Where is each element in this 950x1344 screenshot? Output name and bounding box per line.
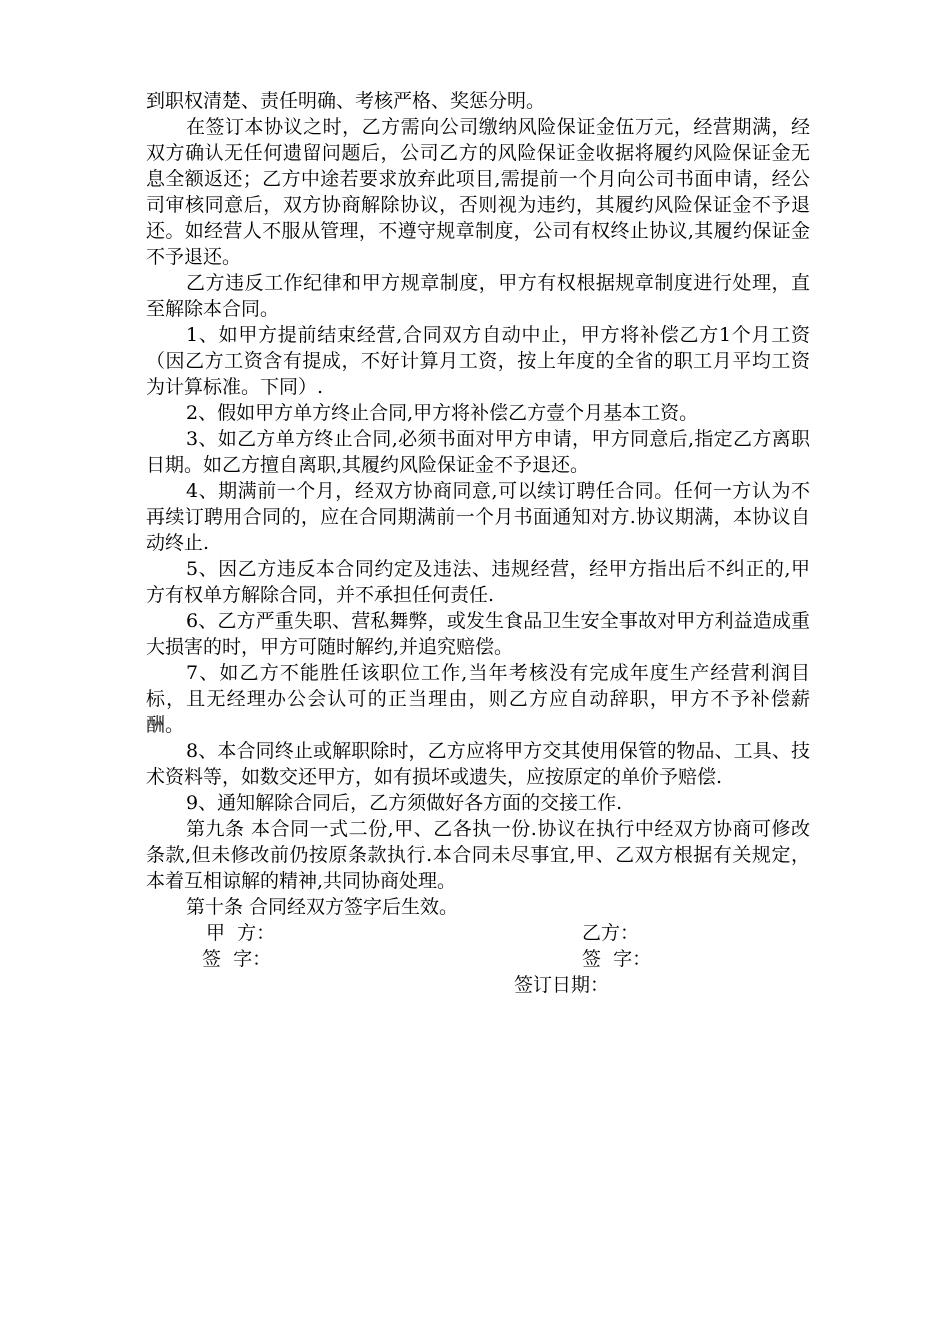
- document-body: [146, 88, 810, 998]
- article-9: 第九条 本合同一式二份,甲、乙各执一份.协议在执行中经双方协商可修改条款,但未修改前仍按原条款执行.本合同未尽事宜,甲、乙双方根据有关规定，本着互相谅解的精神,共同协商处理。: [146, 818, 810, 892]
- clause-item-7: 7、如乙方不能胜任该职位工作,当年考核没有完成年度生产经营利润目标，且无经理办公会认可的正当理由，则乙方应自动辞职，甲方不予补偿薪酬。: [146, 662, 810, 736]
- clause-item-4: 4、期满前一个月，经双方协商同意,可以续订聘任合同。任何一方认为不再续订聘用合同的，应在合同期满前一个月书面通知对方.协议期满，本协议自动终止.: [146, 480, 810, 554]
- paragraph-1: 到职权清楚、责任明确、考核严格、奖惩分明。: [146, 90, 546, 112]
- clause-item-9: 9、通知解除合同后，乙方须做好各方面的交接工作.: [186, 792, 623, 814]
- signature-party-row: [146, 920, 810, 946]
- paragraph-3: 乙方违反工作纪律和甲方规章制度，甲方有权根据规章制度进行处理，直至解除本合同。: [146, 272, 810, 320]
- clause-item-6: 6、乙方严重失职、营私舞弊，或发生食品卫生安全事故对甲方利益造成重大损害的时，甲方可随时解约,并追究赔偿。: [146, 610, 810, 658]
- party-b-label: 乙方：: [582, 922, 640, 944]
- paragraph-2: 在签订本协议之时，乙方需向公司缴纳风险保证金伍万元，经营期满，经双方确认无任何遗留问题后，公司乙方的风险保证金收据将履约风险保证金无息全额返还；乙方中途若要求放弃此项目,需提前一个月向公司书面申请，经公司审核同意后，双方协商解除协议，否则视为违约，其履约风险保证金不予退还。如经营人不服从管理，不遵守规章制度，公司有权终止协议,其履约保证金不予退还。: [146, 116, 810, 268]
- sign-b-label: 签 字：: [582, 948, 652, 970]
- article-10: 第十条 合同经双方签字后生效。: [186, 896, 459, 918]
- party-a-label: 甲 方：: [206, 922, 276, 944]
- sign-date-label: 签订日期：: [514, 974, 610, 996]
- sign-a-label: 签 字：: [202, 948, 272, 970]
- clause-item-8: 8、本合同终止或解职除时，乙方应将甲方交其使用保管的物品、工具、技术资料等，如数交还甲方，如有损坏或遗失，应按原定的单价予赔偿.: [146, 740, 810, 788]
- signature-sign-row: [146, 946, 810, 972]
- clause-item-5: 5、因乙方违反本合同约定及违法、违规经营，经甲方指出后不纠正的,甲方有权单方解除合同，并不承担任何责任.: [146, 558, 810, 606]
- clause-item-1: 1、如甲方提前结束经营,合同双方自动中止，甲方将补偿乙方1个月工资（因乙方工资含有提成，不好计算月工资，按上年度的全省的职工月平均工资为计算标准。下同）.: [146, 324, 810, 398]
- clause-item-3: 3、如乙方单方终止合同,必须书面对甲方申请，甲方同意后,指定乙方离职日期。如乙方擅自离职,其履约风险保证金不予退还。: [146, 428, 810, 476]
- clause-item-2: 2、假如甲方单方终止合同,甲方将补偿乙方壹个月基本工资。: [186, 402, 699, 424]
- signature-date-row: [146, 972, 810, 998]
